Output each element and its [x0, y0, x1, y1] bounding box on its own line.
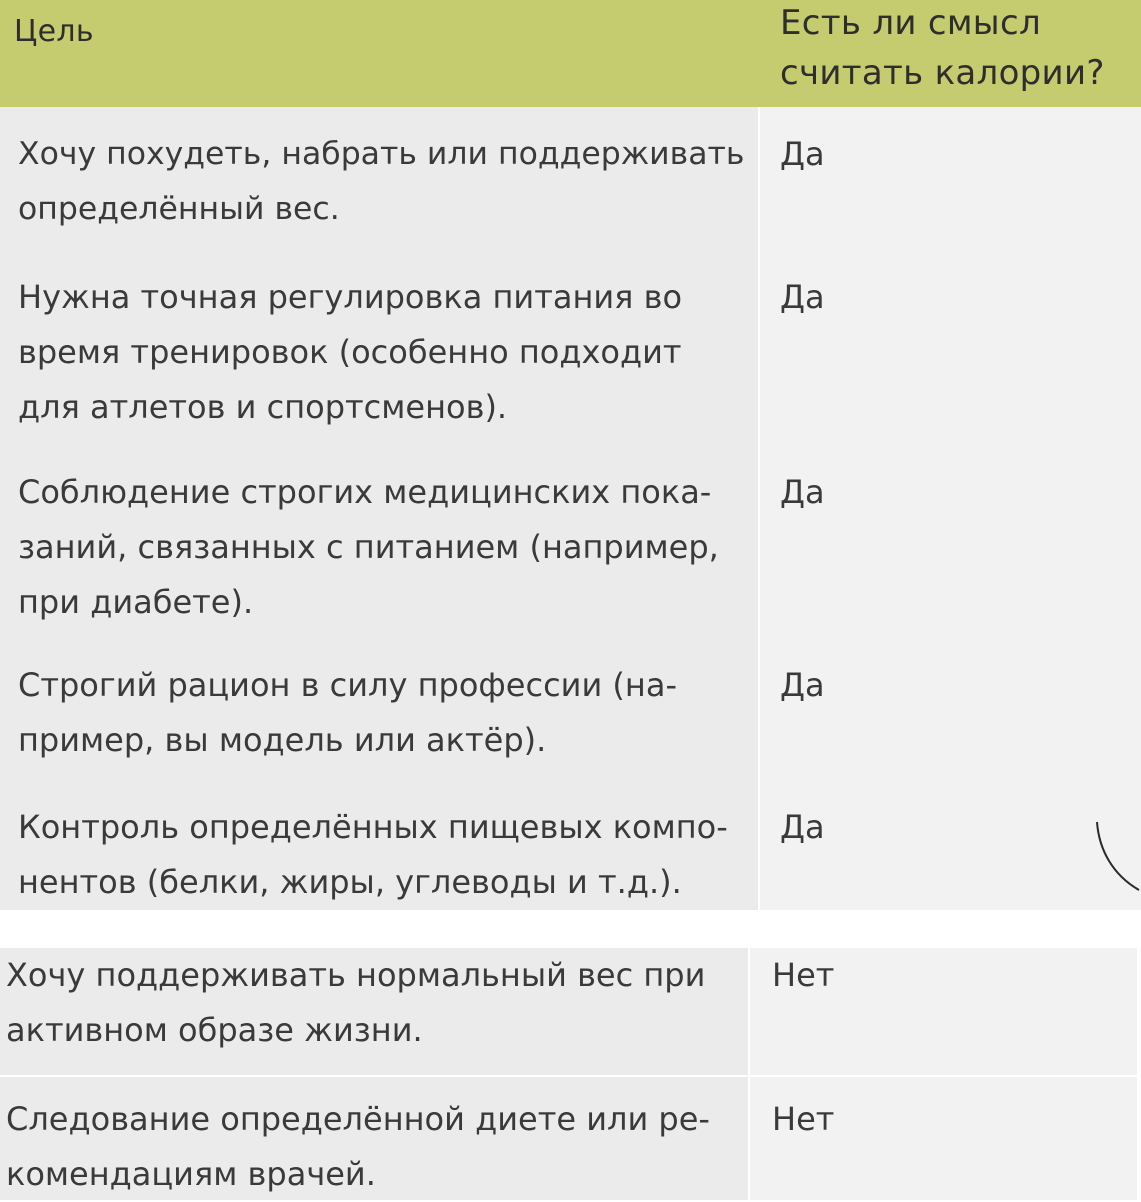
row-4-goal-line-2: пример, вы модель или актёр). — [18, 721, 547, 759]
question-header-line-2: считать калории? — [780, 53, 1105, 93]
row-2-goal-line-2: время тренировок (особенно подходит — [18, 333, 682, 371]
table-row-4-answer: Да — [780, 666, 825, 704]
table-row-2-answer: Да — [780, 278, 825, 316]
table-row-1-goal — [18, 127, 744, 237]
table-row-2-goal — [18, 270, 682, 435]
table-row-5-answer: Да — [780, 808, 825, 846]
table-header — [0, 0, 1141, 107]
question-column-header — [780, 0, 1105, 98]
row-3-goal-line-3: при диабете). — [18, 583, 254, 621]
row-7-goal-line-1: Следование определённой диете или ре- — [6, 1100, 710, 1138]
table-row-6-answer: Нет — [772, 956, 835, 994]
row-7-goal-line-2: комендациям врачей. — [6, 1155, 376, 1193]
table-row-3-answer: Да — [780, 473, 825, 511]
row-1-goal-line-1: Хочу похудеть, набрать или поддерживать — [18, 136, 745, 172]
table-row-6-goal — [6, 948, 705, 1058]
row-2-goal-line-1: Нужна точная регулировка питания во — [18, 278, 683, 316]
row-6-goal-line-1: Хочу поддерживать нормальный вес при — [6, 956, 706, 994]
table-row-3-goal — [18, 465, 719, 630]
row-6-goal-line-2: активном образе жизни. — [6, 1011, 423, 1049]
goal-column-header: Цель — [14, 14, 94, 49]
row-1-goal-line-2: определённый вес. — [18, 191, 340, 227]
table-row-7-goal — [6, 1092, 710, 1202]
row-4-goal-line-1: Строгий рацион в силу профессии (на- — [18, 666, 677, 704]
pen-stroke-mark — [1095, 820, 1141, 894]
question-header-line-1: Есть ли смысл — [780, 3, 1041, 43]
table-row-1-answer: Да — [780, 135, 825, 173]
row-5-goal-line-1: Контроль определённых пищевых компо- — [18, 808, 728, 846]
row-3-goal-line-1: Соблюдение строгих медицинских пока- — [18, 473, 712, 511]
table-row-4-goal — [18, 658, 677, 768]
table-row-7-answer: Нет — [772, 1100, 835, 1138]
row-2-goal-line-3: для атлетов и спортсменов). — [18, 388, 508, 426]
table-row-5-goal — [18, 800, 728, 910]
row-3-goal-line-2: заний, связанных с питанием (например, — [18, 528, 719, 566]
row-5-goal-line-2: нентов (белки, жиры, углеводы и т.д.). — [18, 863, 682, 901]
